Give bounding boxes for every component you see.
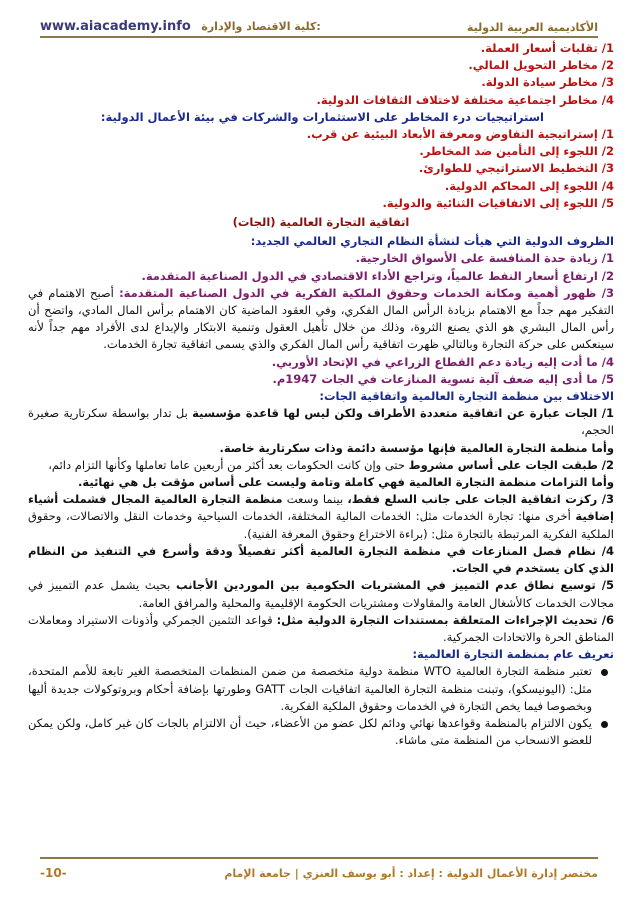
difference-1-wto: وأما منظمة التجارة العالمية فإنها مؤسسة دائمة وذات سكرتارية خاصة. [219, 440, 614, 455]
difference-2-title: 2/ طبقت الجات على أساس مشروط [408, 457, 614, 472]
strategy-item: 1/ إستراتيجية التفاوض ومعرفة الأبعاد البيئية عن قرب. [306, 127, 614, 142]
difference-item: 4/ نظام فصل المنازعات في منظمة التجارة العالمية أكثر تفصيلاً ودقة وأسرع في التنفيذ من النظام الذي كان يستخدم في الجات. [28, 543, 614, 576]
circumstance-item: 4/ ما أدت إليه زيادة دعم القطاع الزراعي في الإتحاد الأوربي. [271, 354, 614, 369]
gatt-title: اتفاقية التجارة العالمية (الجات) [232, 215, 410, 230]
strategy-item: 4/ اللجوء إلى المحاكم الدولية. [444, 178, 614, 193]
circumstance-item: 5/ ما أدى إليه ضعف آلية تسوية المنازعات في الجات 1947م. [272, 371, 614, 386]
strategy-item: 3/ التخطيط الاستراتيجي للطوارئ. [418, 161, 614, 176]
faculty-name: كلية الاقتصاد والإدارة: [201, 20, 321, 33]
page-number: -10- [40, 866, 67, 880]
difference-3-conj: بينما وسعت [286, 492, 344, 507]
risk-item: 3/ مخاطر سيادة الدولة. [481, 75, 614, 90]
difference-item [28, 491, 614, 543]
differences-heading: الاختلاف بين منظمة التجارة العالمية واتفاقية الجات: [319, 389, 614, 404]
definition-item: يكون الالتزام بالمنظمة وقواعدها نهائي ودائم لكل عضو من الأعضاء، حيث أن الالتزام بالجات كان غير كامل، ولكن يمكن للعضو الانسحاب من المنظمة متى ماشاء. [28, 715, 614, 749]
difference-1-title: 1/ الجات عبارة عن اتفاقية متعددة الأطراف ولكن ليس لها قاعدة مؤسسية [192, 406, 615, 421]
difference-5-title: 5/ توسيع نطاق عدم التمييز في المشتريات الحكومية بين الموردين الأجانب [176, 578, 615, 593]
risk-item: 2/ مخاطر التحويل المالي. [468, 58, 614, 73]
header-divider [40, 36, 598, 38]
strategies-heading: استراتيجيات درء المخاطر على الاستثمارات والشركات في بيئة الأعمال الدولية: [100, 109, 544, 124]
definition-heading: تعريف عام بمنظمة التجارة العالمية: [412, 647, 614, 662]
circumstance-3-body: مع الاهتمام بزيادة الرأس المال الفكري، وفي العقود الماضية كان الاهتمام برأس المال المادي، واتضح أن رأس المال البشري هو الذي يصنع الثروة، وذلك من خلال تأهيل العقول وتنمية الابتكار والإبداع لدى الأفراد مهم جداً لأنه سينعكس على حركة التجارة وبالتالي ظهرت اتفاقية رأس المال الفكري والذي يسمى اتفاقية تجارة الخدمات. [28, 303, 614, 352]
strategy-item: 2/ اللجوء إلى التأمين ضد المخاطر. [419, 144, 614, 159]
difference-item [28, 577, 614, 611]
page-content [28, 40, 614, 853]
footer-text: مختصر إدارة الأعمال الدولية : إعداد : أبو يوسف العنزي | جامعة الإمام [224, 866, 598, 880]
difference-3-wto: منظمة التجارة العالمية المجال فشملت أشياء إضافية [28, 492, 614, 524]
difference-5-text: بحيث يشمل عدم التمييز في مجالات الخدمات كالأشغال العامة والمقاولات ومشتريات الحكومة الإقليمية والمحلية والمرافق العامة. [28, 578, 614, 610]
circumstance-3-title: 3/ ظهور أهمية ومكانة الخدمات وحقوق الملكية الفكرية في الدول الصناعية المتقدمة: [119, 285, 614, 300]
site-url[interactable]: www.aiacademy.info [40, 19, 191, 34]
circumstance-item: 2/ ارتفاع أسعار النفط عالمياً، وتراجع الأداء الاقتصادي في الدول الصناعية المتقدمة. [141, 268, 614, 283]
academy-name: الأكاديمية العربية الدولية [466, 21, 598, 34]
difference-6-title: 6/ تحديث الإجراءات المتعلقة بمستندات التجارة الدولية مثل: [276, 612, 615, 627]
difference-1-text: بل تدار بواسطة سكرتارية صغيرة الحجم، [28, 406, 614, 438]
difference-2-wto: وأما التزامات منظمة التجارة العالمية فهي كاملة وتامة وليست على أساس مؤقت بل هي نهائية. [78, 475, 614, 490]
page-footer [40, 861, 598, 885]
difference-6-text: قواعد التثمين الجمركي وأذونات الاستيراد ومعاملات المناطق الحرة والاتحادات الجمركية. [28, 612, 614, 644]
circumstances-heading: الظروف الدولية التي هيأت لنشأة النظام التجاري العالمي الجديد: [250, 234, 614, 249]
risk-item: 4/ مخاطر اجتماعية مختلفة لاختلاف الثقافات الدولية. [316, 92, 614, 107]
difference-2-text: حتى وإن كانت الحكومات بعد أكثر من أربعين عاما تعاملها وكأنها التزام دائم، [48, 457, 406, 472]
risk-item: 1/ تقلبات أسعار العملة. [480, 41, 614, 55]
difference-3-title: 3/ ركزت اتفاقية الجات على جانب السلع فقط، [347, 492, 614, 507]
strategy-item: 5/ اللجوء إلى الاتفاقيات الثنائية والدولية. [382, 195, 614, 210]
header-left [40, 19, 321, 34]
page-header [40, 8, 598, 34]
footer-divider [40, 857, 598, 859]
circumstance-item [28, 285, 614, 354]
circumstance-item: 1/ زيادة حدة المنافسة على الأسواق الخارجية. [355, 251, 614, 266]
difference-item [28, 612, 614, 646]
difference-item [28, 457, 614, 474]
difference-3-text: أخرى منها: تجارة الخدمات مثل: الخدمات المالية المختلفة، الخدمات السياحية وخدمات النقل والاتصالات، وحقوق الملكية الفكرية المرتبطة بالتجارة مثل: (براءة الاختراع وحقوق المعرفة الفنية). [28, 509, 614, 541]
definition-item: تعتبر منظمة التجارة العالمية WTO منظمة دولية متخصصة من ضمن المنظمات المتخصصة الغير تابعة للأمم المتحدة، مثل: (اليونيسكو)، وتبنت منظمة التجارة العالمية اتفاقيات الجات GATT وطورتها بإضافة أحكام وبروتوكولات جديدة أليها وبخصوصا فيما يخص التجارة في الخدمات وحقوق الملكية الفكرية. [28, 663, 614, 715]
difference-item [28, 405, 614, 439]
circumstance-3-lead: أصبح الاهتمام في التفكير مهم جداً [28, 285, 615, 318]
